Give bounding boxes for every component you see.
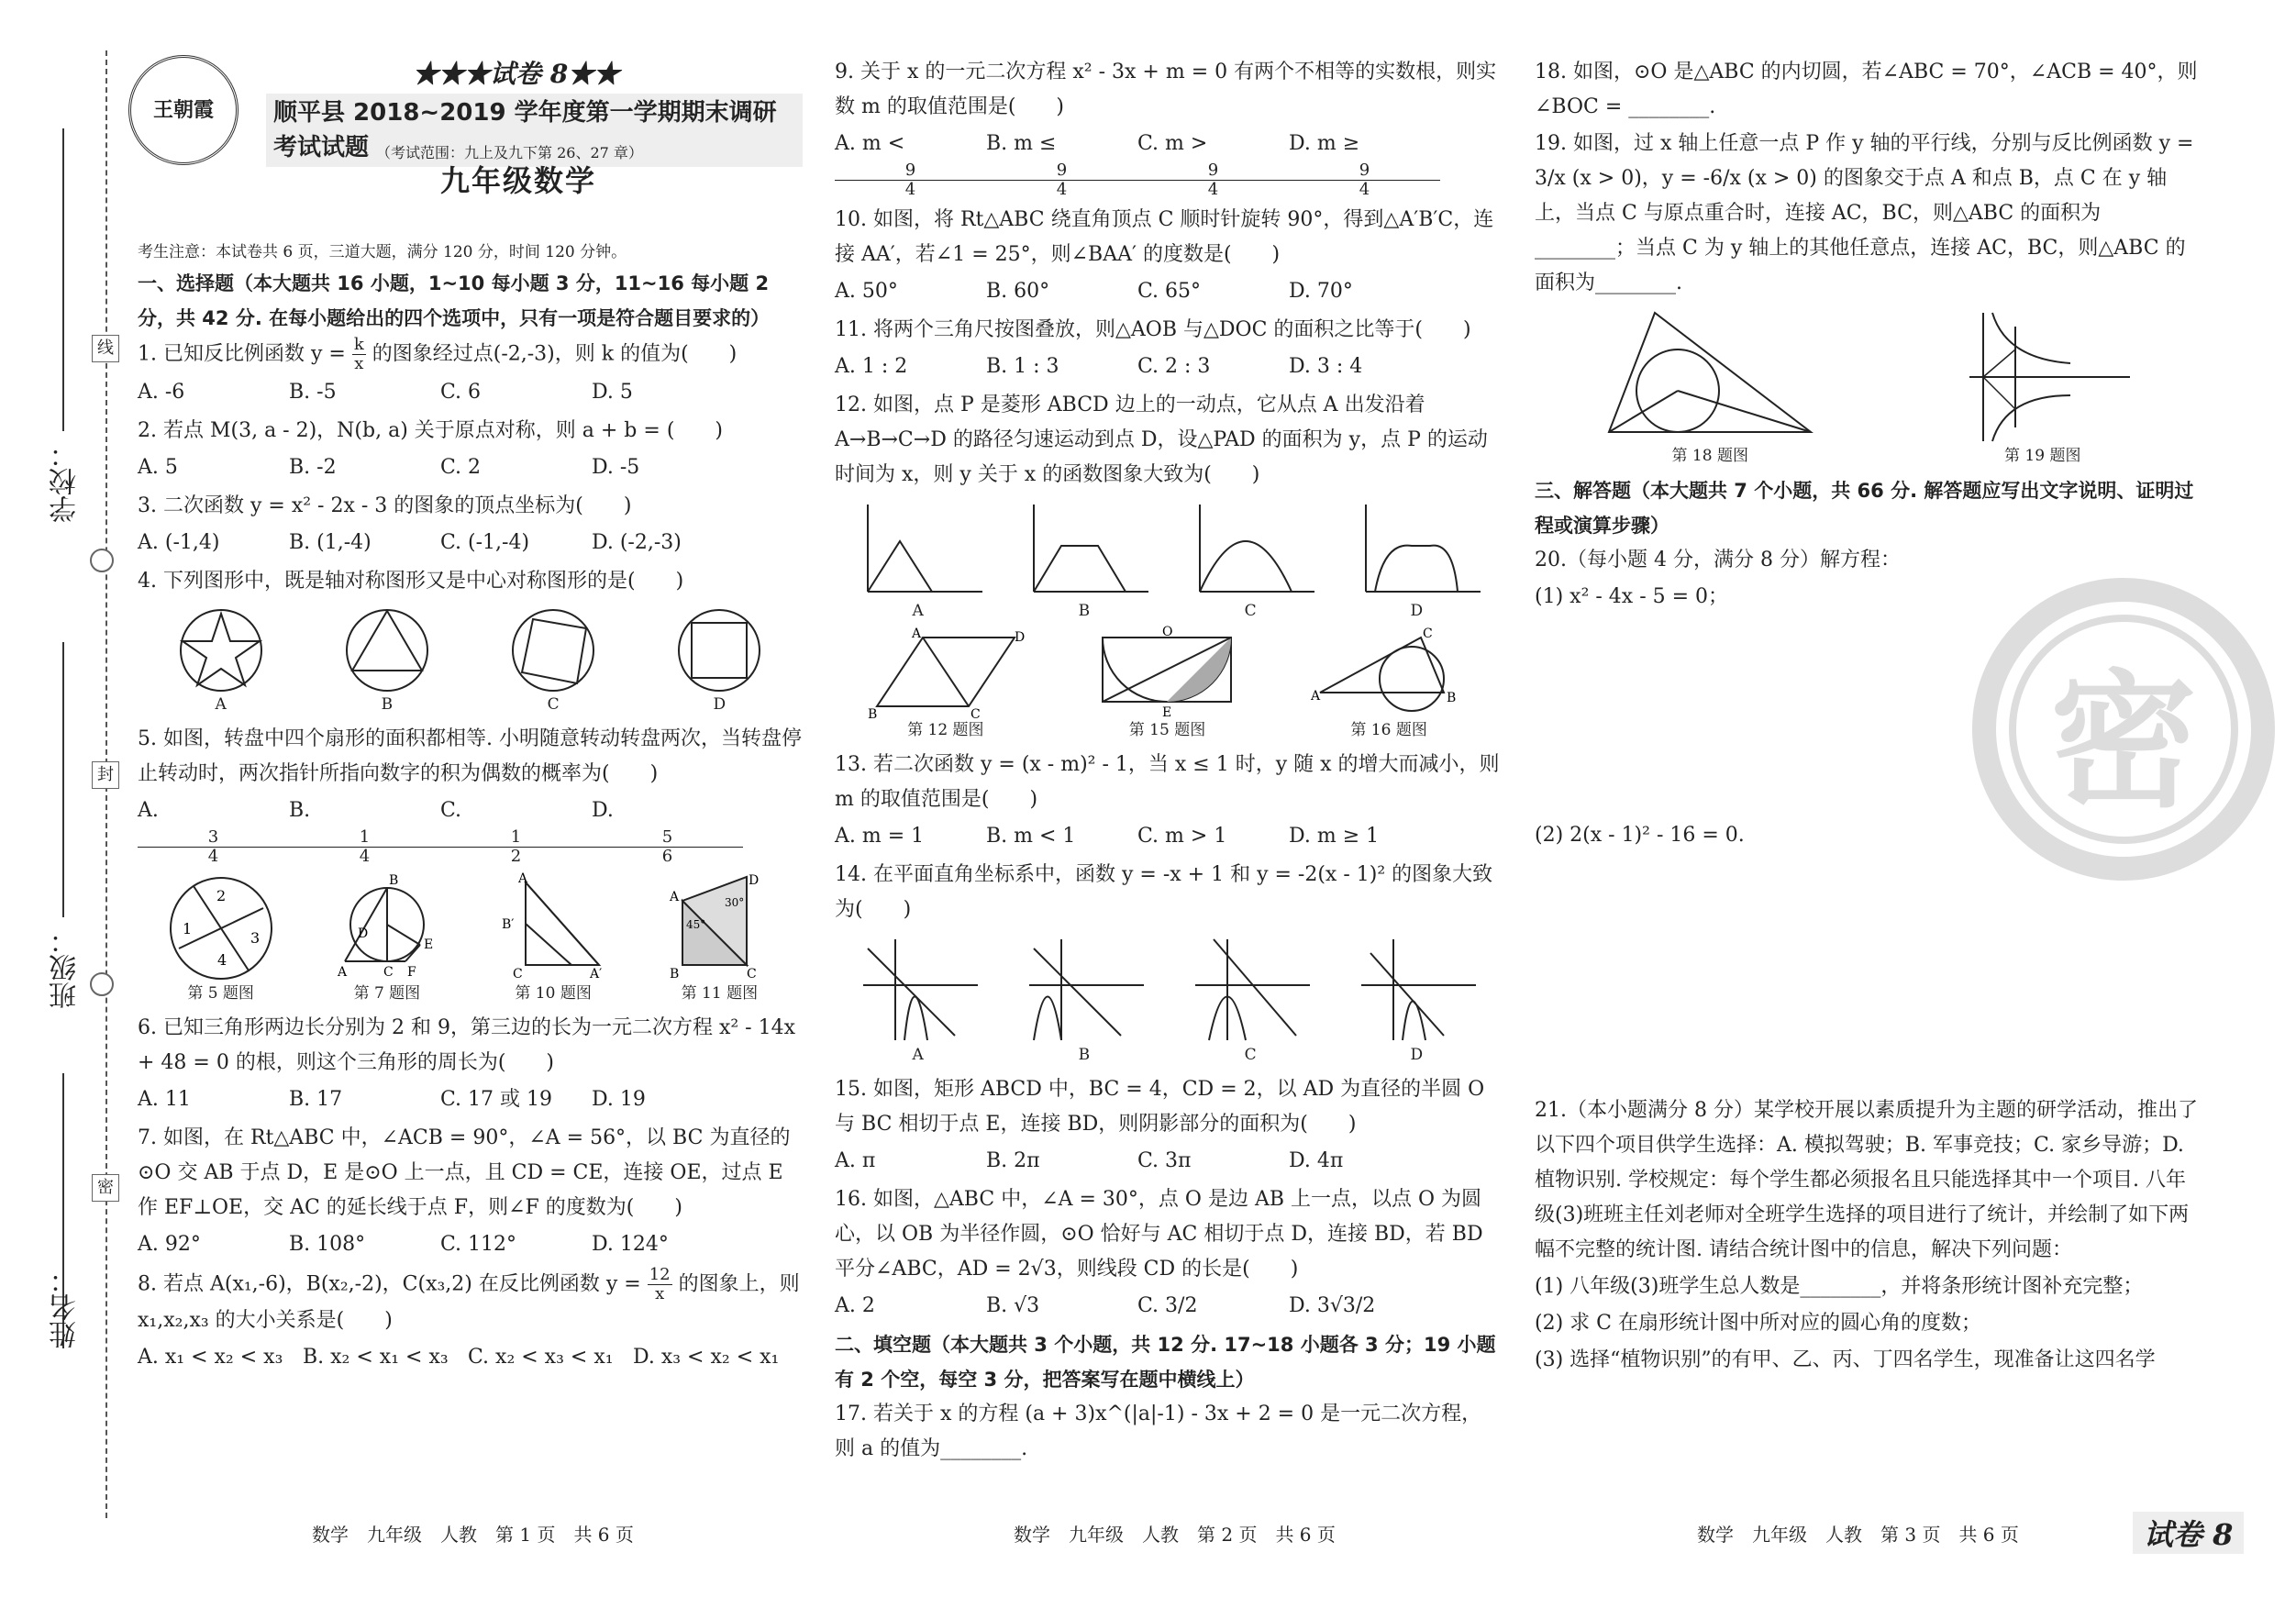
figure-q5: 2 1 3 4 第 5 题图 (166, 873, 276, 1004)
q4-figure-b: B (343, 606, 431, 715)
svg-text:F: F (406, 965, 416, 980)
q20-part-2: (2) 2(x - 1)² - 16 = 0. (1535, 824, 1745, 847)
q10-options: A. 50° B. 60° C. 65° D. 70° (835, 280, 1353, 303)
q15-options: A. π B. 2π C. 3π D. 4π (835, 1149, 1344, 1172)
svg-text:B′: B′ (502, 917, 515, 932)
question-3: 3. 二次函数 y = x² - 2x - 3 的图象的顶点坐标为( ) (138, 494, 632, 517)
column-2 (835, 55, 1500, 1469)
q4-figure-c: C (509, 606, 597, 715)
q14-graphs (835, 935, 1500, 1065)
svg-text:3: 3 (250, 929, 260, 947)
q21-sub-3: (3) 选择“植物识别”的有甲、乙、丙、丁四名学生，现准备让这四名学 (1535, 1348, 2156, 1371)
footer-page-1: 数学 九年级 人教 第 1 页 共 6 页 (312, 1524, 634, 1546)
figure-q7: A B C D E F 第 7 题图 (337, 873, 434, 1003)
svg-text:B: B (867, 707, 878, 722)
section-3-title: 三、解答题（本大题共 7 个小题，共 66 分. 解答题应写出文字说明、证明过程或演算步骤） (1535, 480, 2194, 537)
question-9: 9. 关于 x 的一元二次方程 x² - 3x + m = 0 有两个不相等的实数根，则实数 m 的取值范围是( ) (835, 61, 1497, 118)
question-6: 6. 已知三角形两边长分别为 2 和 9，第三边的长为一元二次方程 x² - 14x + 48 = 0 的根，则这个三角形的周长为( ) (138, 1016, 795, 1074)
q6-options: A. 11 B. 17 C. 17 或 19 D. 19 (138, 1088, 646, 1111)
svg-text:30°: 30° (725, 896, 745, 909)
binding-sidebar (0, 0, 147, 1597)
exam-title: 顺平县 2018~2019 学年度第一学期期末调研考试试题 (266, 94, 803, 167)
q13-options: A. m = 1 B. m < 1 C. m > 1 D. m ≥ 1 (835, 825, 1380, 848)
ring-icon (90, 549, 114, 572)
class-line (62, 642, 64, 917)
svg-text:C: C (383, 965, 394, 980)
subject-title: 九年级数学 (440, 163, 597, 198)
section-2-title: 二、填空题（本大题共 3 个小题，共 12 分. 17~18 小题各 3 分；19 小题有 2 个空，每空 3 分，把答案写在题中横线上） (835, 1334, 1496, 1391)
question-16: 16. 如图，△ABC 中，∠A = 30°，点 O 是边 AB 上一点，以点 O 为圆心，以 OB 为半径作圆，⊙O 恰好与 AC 相切于点 D，连接 BD，若 BD 平分∠ABC，AD = 2√3，则线段 CD 的长是( ) (835, 1188, 1483, 1281)
q1-options: A. -6 B. -5 C. 6 D. 5 (138, 381, 633, 404)
svg-text:A′: A′ (590, 967, 603, 981)
q4-figure-d: D (675, 606, 763, 715)
svg-text:A: A (1311, 689, 1321, 704)
q20-answer-space-2 (1535, 855, 2200, 1093)
q16-options: A. 2 B. √3 C. 3/2 D. 3√3/2 (835, 1294, 1376, 1317)
question-7: 7. 如图，在 Rt△ABC 中，∠ACB = 90°，∠A = 56°，以 BC 为直径的⊙O 交 AB 于点 D，E 是⊙O 上一点，且 CD = CE，连接 OE，过点 E 作 EF⊥OE，交 AC 的延长线于点 F，则∠F 的度数为( ) (138, 1126, 791, 1219)
question-21: 21.（本小题满分 8 分）某学校开展以素质提升为主题的研学活动，推出了以下四个项目供学生选择：A. 模拟驾驶；B. 军事竞技；C. 家乡导游；D. 植物识别. 学校规定：每个学生都必须报名且只能选择其中一个项目. 八年级(3)班班主任刘老师对全班学生选择的项目进行了统计，并绘制了如下两幅不完整的统计图. 请结合统计图中的信息，解决下列问题： (1535, 1099, 2198, 1261)
q8-options: A. x₁ < x₂ < x₃ B. x₂ < x₁ < x₃ C. x₂ < x₃ < x₁ D. x₃ < x₂ < x₁ (138, 1346, 780, 1369)
q21-sub-1: (1) 八年级(3)班学生总人数是________，并将条形统计图补充完整； (1535, 1275, 2144, 1298)
svg-text:1: 1 (182, 920, 192, 937)
svg-text:B: B (388, 873, 399, 888)
q4-figure-a: A (177, 606, 265, 715)
exam-note: 考生注意：本试卷共 6 页，三道大题，满分 120 分，时间 120 分钟。 (138, 243, 627, 261)
svg-text:E: E (1162, 705, 1172, 720)
class-label: 班级： (50, 926, 82, 1009)
svg-text:O: O (1162, 625, 1173, 639)
q14-graph-b: B (1020, 935, 1148, 1065)
svg-text:D: D (357, 926, 369, 941)
q4-figures (138, 606, 803, 715)
q12-graph-c: C (1181, 500, 1319, 621)
svg-text:A: A (337, 965, 347, 980)
q14-graph-a: A (854, 935, 982, 1065)
svg-text:C: C (970, 707, 981, 722)
q7-options: A. 92° B. 108° C. 112° D. 124° (138, 1233, 669, 1256)
svg-text:B: B (670, 967, 680, 981)
figure-q19: 第 19 题图 (1951, 308, 2135, 466)
svg-text:D: D (1014, 630, 1026, 645)
question-10: 10. 如图，将 Rt△ABC 绕直角顶点 C 顺时针旋转 90°，得到△A′B′C，连接 AA′，若∠1 = 25°，则∠BAA′ 的度数是( ) (835, 208, 1494, 266)
figure-q16: A C B 第 16 题图 (1311, 627, 1457, 739)
q11-options: A. 1 : 2 B. 1 : 3 C. 2 : 3 D. 3 : 4 (835, 355, 1363, 378)
svg-text:B: B (1447, 691, 1457, 705)
question-20: 20.（每小题 4 分，满分 8 分）解方程： (1535, 549, 1901, 571)
mark-feng: 封 (92, 761, 119, 789)
logo: 王朝霞 (128, 55, 238, 165)
q14-graph-d: D (1352, 935, 1481, 1065)
q9-options: A. m < $\frac{9}{4}$ B. m ≤ $\frac{9}{4}$ C. m > $\frac{9}{4}$ D. m ≥ $\frac{9}{4}$ (835, 127, 1500, 199)
question-17: 17. 若关于 x 的方程 (a + 3)x^(|a|-1) - 3x + 2 = 0 是一元二次方程，则 a 的值为________. (835, 1403, 1482, 1460)
mark-mi: 密 (92, 1174, 119, 1202)
svg-text:C: C (513, 967, 523, 981)
footer-page-2: 数学 九年级 人教 第 2 页 共 6 页 (1014, 1524, 1336, 1546)
mark-xian: 线 (92, 335, 119, 362)
question-11: 11. 将两个三角尺按图叠放，则△AOB 与△DOC 的面积之比等于( ) (835, 318, 1471, 341)
q12-graph-a: A (849, 500, 987, 621)
q3-options: A. (-1,4) B. (1,-4) C. (-1,-4) D. (-2,-3) (138, 531, 682, 554)
q12-graph-d: D (1348, 500, 1485, 621)
figures-row-3 (1535, 308, 2200, 466)
svg-text:D: D (749, 873, 760, 888)
svg-text:2: 2 (216, 887, 226, 904)
paper-number: ★★★试卷 8★★ (413, 59, 620, 89)
question-18: 18. 如图，⊙O 是△ABC 的内切圆，若∠ABC = 70°，∠ACB = 40°，则∠BOC = ________. (1535, 61, 2198, 118)
question-1: 1. 已知反比例函数 y = $\frac{k}{x}$ 的图象经过点(-2,-3)，则 k 的值为( ) (138, 335, 738, 373)
q14-graph-c: C (1186, 935, 1314, 1065)
question-2: 2. 若点 M(3, a - 2)，N(b, a) 关于原点对称，则 a + b = ( ) (138, 419, 723, 442)
q21-sub-2: (2) 求 C 在扇形统计图中所对应的圆心角的度数； (1535, 1312, 1981, 1335)
question-13: 13. 若二次函数 y = (x - m)² - 1，当 x ≤ 1 时，y 随 x 的增大而减小，则 m 的取值范围是( ) (835, 753, 1500, 811)
svg-text:45°: 45° (686, 918, 706, 931)
footer-page-3: 数学 九年级 人教 第 3 页 共 6 页 (1697, 1524, 2019, 1546)
figure-q10: A B′ C A′ 第 10 题图 (502, 871, 603, 1003)
figure-q12: A D B C 第 12 题图 (867, 627, 1026, 739)
ring-icon (90, 972, 114, 996)
svg-text:C: C (747, 967, 758, 981)
figure-q15: O E 第 15 题图 (1089, 628, 1245, 740)
svg-text:A: A (670, 890, 680, 904)
question-12: 12. 如图，点 P 是菱形 ABCD 边上的一动点，它从点 A 出发沿着 A→B→C→D 的路径匀速运动到点 D，设△PAD 的面积为 y，点 P 的运动时间为 x，则 y 关于 x 的函数图象大致为( ) (835, 394, 1488, 486)
question-19: 19. 如图，过 x 轴上任意一点 P 作 y 轴的平行线，分别与反比例函数 y = 3/x (x > 0)，y = -6/x (x > 0) 的图象交于点 A 和点 B，点 C 在 y 轴上，当点 C 与原点重合时，连接 AC，BC，则△ABC 的面积为________；当点 C 为 y 轴上的其他任意点，连接 AC，BC，则△ABC 的面积为________. (1535, 132, 2194, 294)
school-label: 学校： (50, 440, 82, 523)
figures-row-1 (138, 873, 803, 1004)
q5-options: A. $\frac{3}{4}$ B. $\frac{1}{4}$ C. $\frac{1}{2}$ D. $\frac{5}{6}$ (138, 793, 803, 866)
figure-q11: A D B C 45° 30° 第 11 题图 (670, 873, 760, 1003)
paper-badge: 试卷 8 (2133, 1512, 2244, 1554)
name-label: 姓名： (50, 1266, 82, 1348)
question-4: 4. 下列图形中，既是轴对称图形又是中心对称图形的是( ) (138, 570, 684, 593)
svg-text:A: A (518, 871, 528, 886)
question-14: 14. 在平面直角坐标系中，函数 y = -x + 1 和 y = -2(x - 1)² 的图象大致为( ) (835, 863, 1493, 921)
school-line (62, 128, 64, 431)
svg-text:E: E (423, 937, 434, 952)
figures-row-2 (835, 625, 1500, 740)
q20-part-1: (1) x² - 4x - 5 = 0； (1535, 585, 1729, 608)
q12-graphs (835, 500, 1500, 621)
q2-options: A. 5 B. -2 C. 2 D. -5 (138, 456, 640, 479)
q12-graph-b: B (1015, 500, 1153, 621)
figure-q18: 第 18 题图 (1600, 308, 1820, 466)
exam-scope: （考试范围：九上及九下第 26、27 章） (376, 144, 643, 161)
exam-header (138, 55, 803, 266)
svg-text:A: A (911, 627, 921, 641)
question-8: 8. 若点 A(x₁,-6)，B(x₂,-2)，C(x₃,2) 在反比例函数 y = $\frac{12}{x}$ 的图象上，则 x₁,x₂,x₃ 的大小关系是( ) (138, 1265, 800, 1332)
column-1 (138, 55, 803, 1379)
svg-text:4: 4 (216, 951, 227, 969)
question-5: 5. 如图，转盘中四个扇形的面积都相等. 小明随意转动转盘两次，当转盘停止转动时，两次指针所指向数字的积为偶数的概率为( ) (138, 727, 802, 785)
watermark-seal: 密 (2009, 615, 2238, 844)
svg-text:C: C (1423, 627, 1433, 641)
question-15: 15. 如图，矩形 ABCD 中，BC = 4，CD = 2，以 AD 为直径的半圆 O 与 BC 相切于点 E，连接 BD，则阴影部分的面积为( ) (835, 1078, 1485, 1136)
section-1-title: 一、选择题（本大题共 16 小题，1~10 每小题 3 分，11~16 每小题 2 分，共 42 分. 在每小题给出的四个选项中，只有一项是符合题目要求的） (138, 272, 771, 329)
